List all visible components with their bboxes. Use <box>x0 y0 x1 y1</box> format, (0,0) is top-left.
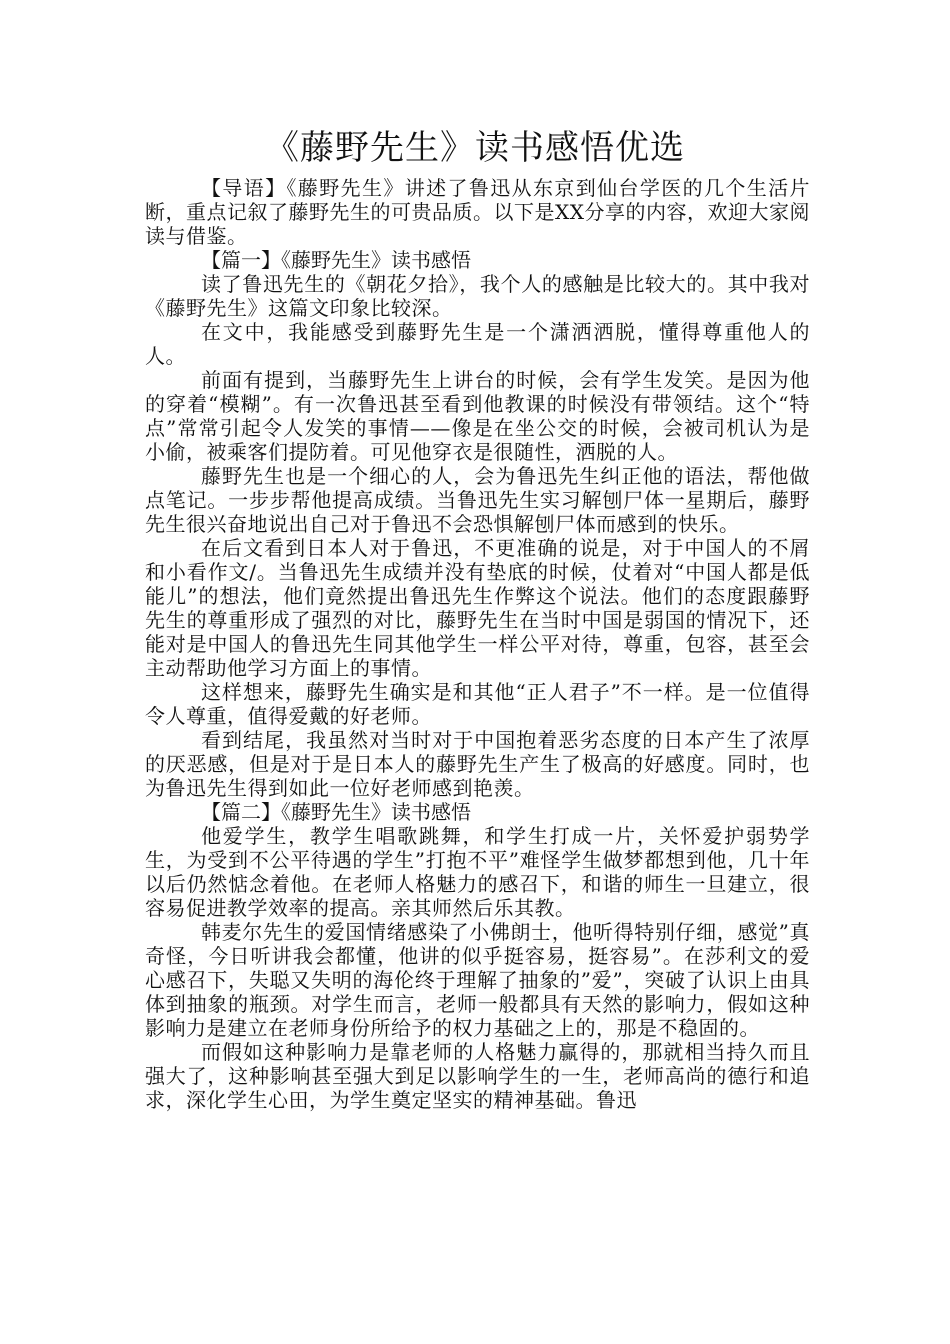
paragraph: 看到结尾，我虽然对当时对于中国抱着恶劣态度的日本产生了浓厚的厌恶感，但是对于是日本人的藤野先生产生了极高的好感度。同时，也为鲁迅先生得到如此一位好老师感到艳羡。 <box>145 728 810 800</box>
paragraph: 在后文看到日本人对于鲁迅，不更准确的说是，对于中国人的不屑和小看作文/。当鲁迅先生成绩并没有垫底的时候，仗着对“中国人都是低能儿”的想法，他们竟然提出鲁迅先生作弊这个说法。他们的态度跟藤野先生的尊重形成了强烈的对比，藤野先生在当时中国是弱国的情况下，还能对是中国人的鲁迅先生同其他学生一样公平对待，尊重，包容，甚至会主动帮助他学习方面上的事情。 <box>145 536 810 680</box>
paragraph: 前面有提到，当藤野先生上讲台的时候，会有学生发笑。是因为他的穿着“模糊”。有一次鲁迅甚至看到他教课的时候没有带领结。这个“特点”常常引起令人发笑的事情——像是在坐公交的时候，会被司机认为是小偷，被乘客们提防着。可见他穿衣是很随性，洒脱的人。 <box>145 368 810 464</box>
section-2-heading: 【篇二】《藤野先生》读书感悟 <box>201 800 471 824</box>
document-title: 《藤野先生》读书感悟优选 <box>265 128 685 168</box>
paragraph: 读了鲁迅先生的《朝花夕拾》，我个人的感触是比较大的。其中我对《藤野先生》这篇文印象比较深。 <box>145 272 810 320</box>
paragraph: 藤野先生也是一个细心的人，会为鲁迅先生纠正他的语法，帮他做点笔记。一步步帮他提高成绩。当鲁迅先生实习解刨尸体一星期后，藤野先生很兴奋地说出自己对于鲁迅不会恐惧解刨尸体而感到的快乐。 <box>145 464 810 536</box>
paragraph: 在文中，我能感受到藤野先生是一个潇洒洒脱，懂得尊重他人的人。 <box>145 320 810 368</box>
intro-paragraph: 【导语】《藤野先生》讲述了鲁迅从东京到仙台学医的几个生活片断，重点记叙了藤野先生的可贵品质。以下是XX分享的内容，欢迎大家阅读与借鉴。 <box>145 176 810 248</box>
paragraph: 这样想来，藤野先生确实是和其他“正人君子”不一样。是一位值得令人尊重，值得爱戴的好老师。 <box>145 680 810 728</box>
paragraph: 他爱学生，教学生唱歌跳舞，和学生打成一片，关怀爱护弱势学生，为受到不公平待遇的学生”打抱不平”难怪学生做梦都想到他，几十年以后仍然惦念着他。在老师人格魅力的感召下，和谐的师生一旦建立，很容易促进教学效率的提高。亲其师然后乐其教。 <box>145 824 810 920</box>
section-1-heading: 【篇一】《藤野先生》读书感悟 <box>201 248 471 272</box>
paragraph: 而假如这种影响力是靠老师的人格魅力赢得的，那就相当持久而且强大了，这种影响甚至强大到足以影响学生的一生，老师高尚的德行和追求，深化学生心田，为学生奠定坚实的精神基础。鲁迅 <box>145 1040 810 1112</box>
document-body <box>145 176 810 1112</box>
paragraph: 韩麦尔先生的爱国情绪感染了小佛朗士，他听得特别仔细，感觉”真奇怪，今日听讲我会都懂，他讲的似乎挺容易，挺容易”。在莎利文的爱心感召下，失聪又失明的海伦终于理解了抽象的”爱”，突破了认识上由具体到抽象的瓶颈。对学生而言，老师一般都具有天然的影响力，假如这种影响力是建立在老师身份所给予的权力基础之上的，那是不稳固的。 <box>145 920 810 1040</box>
